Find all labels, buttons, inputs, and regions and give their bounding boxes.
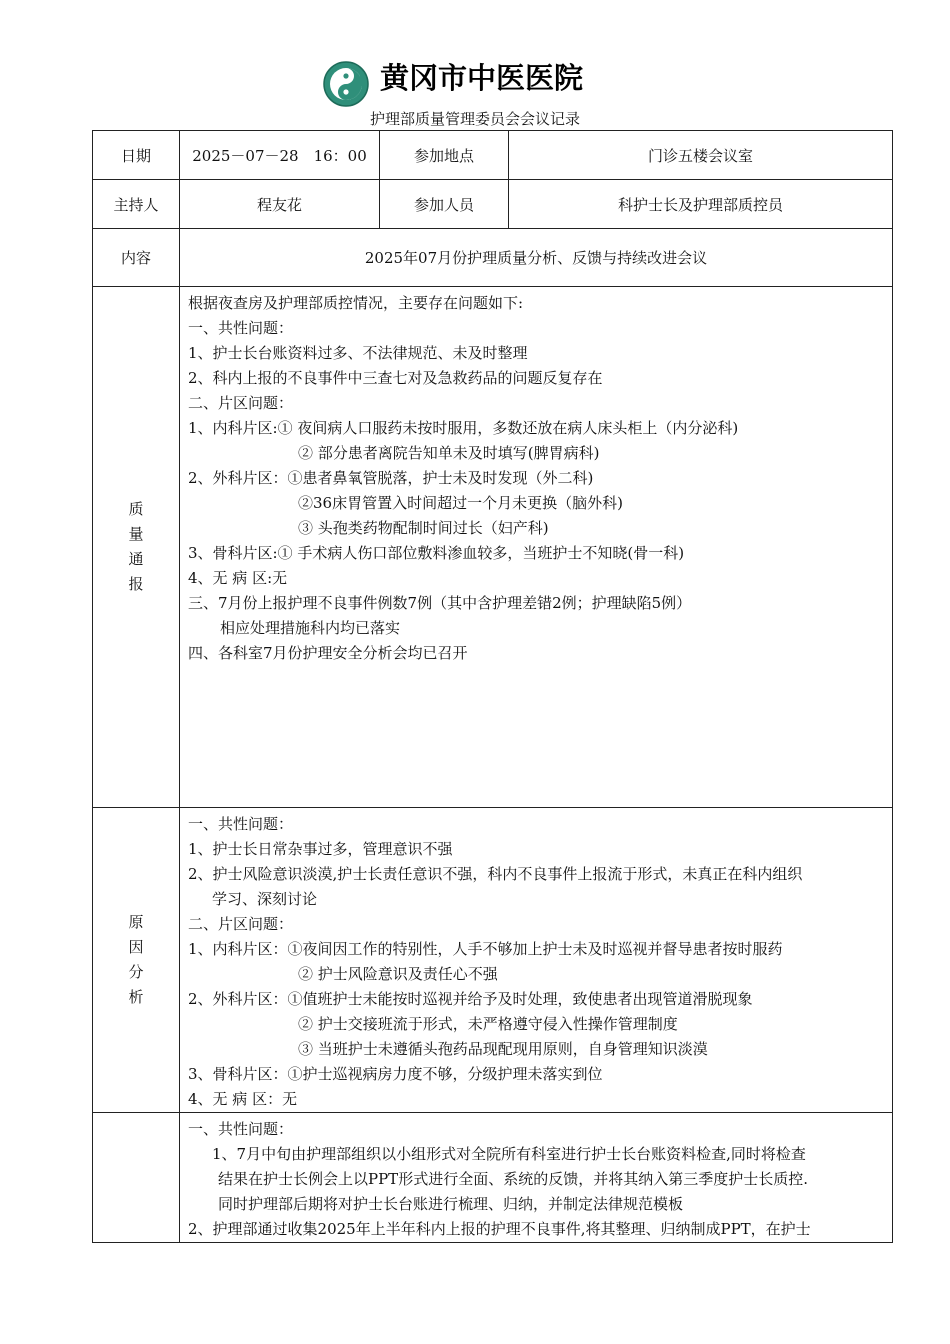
document-subtitle: 护理部质量管理委员会会议记录 [369,110,580,128]
hospital-logo-icon [322,60,382,108]
quality-line: 4、无 病 区:无 [188,569,288,587]
cause-analysis-body [180,808,893,1113]
date-value: 2025－07－28 16：00 [180,131,380,180]
content-value: 2025年07月份护理质量分析、反馈与持续改进会议 [180,229,893,287]
date-label: 日期 [93,131,180,180]
location-label: 参加地点 [380,131,509,180]
quality-line: ③ 头孢类药物配制时间过长（妇产科) [298,519,549,537]
cause-line: 二、片区问题： [188,915,294,933]
improvement-body [180,1113,893,1243]
quality-line: 1、护士长台账资料过多、不法律规范、未及时整理 [188,344,528,362]
cause-line: 3、骨科片区：①护士巡视病房力度不够，分级护理未落实到位 [188,1065,603,1083]
location-value: 门诊五楼会议室 [509,131,893,180]
quality-line: 2、科内上报的不良事件中三查七对及急救药品的问题反复存在 [188,369,603,387]
quality-line: 3、骨科片区:① 手术病人伤口部位敷料渗血较多，当班护士不知晓(骨一科) [188,544,685,562]
quality-report-row [93,287,893,808]
quality-line: 二、片区问题： [188,394,294,412]
cause-line: 1、内科片区：①夜间因工作的特别性，人手不够加上护士未及时巡视并督导患者按时服药 [188,940,783,958]
meeting-record-table [92,130,893,1243]
cause-line: 2、护士风险意识淡漠,护士长责任意识不强，科内不良事件上报流于形式，未真正在科内组织 [188,865,803,883]
quality-line: ② 部分患者离院告知单未及时填写(脾胃病科) [298,444,600,462]
host-value: 程友花 [180,180,380,229]
quality-line: 根据夜查房及护理部质控情况，主要存在问题如下: [188,294,524,312]
cause-line: ③ 当班护士未遵循头孢药品现配现用原则，自身管理知识淡漠 [298,1040,708,1058]
quality-line: 相应处理措施科内均已落实 [220,619,401,637]
improve-line: 2、护理部通过收集2025年上半年科内上报的护理不良事件,将其整理、归纳制成PPT，在护士 [188,1220,811,1238]
cause-line: 2、外科片区：①值班护士未能按时巡视并给予及时处理，致使患者出现管道滑脱现象 [188,990,753,1008]
cause-line: ② 护士交接班流于形式，未严格遵守侵入性操作管理制度 [298,1015,678,1033]
quality-line: 2、外科片区：①患者鼻氧管脱落，护士未及时发现（外二科) [188,469,594,487]
improvement-label [93,1113,180,1243]
improvement-row [93,1113,893,1243]
cause-line: 学习、深刻讨论 [212,890,318,908]
cause-line: 1、护士长日常杂事过多，管理意识不强 [188,840,453,858]
hospital-name: 黄冈市中医医院 [380,61,584,95]
cause-analysis-row [93,808,893,1113]
quality-report-label: 质 量 通 报 [93,287,180,808]
cause-line: ② 护士风险意识及责任心不强 [298,965,498,983]
cause-line: 一、共性问题： [188,815,294,833]
cause-line: 4、无 病 区：无 [188,1090,298,1108]
date-row [93,131,893,180]
content-row [93,229,893,287]
improve-line: 一、共性问题： [188,1120,294,1138]
host-label: 主持人 [93,180,180,229]
attendees-label: 参加人员 [380,180,509,229]
content-label: 内容 [93,229,180,287]
improve-line: 1、7月中旬由护理部组织以小组形式对全院所有科室进行护士长台账资料检查,同时将检查 [212,1145,806,1163]
quality-line: 三、7月份上报护理不良事件例数7例（其中含护理差错2例；护理缺陷5例） [188,594,692,612]
quality-report-body [180,287,893,808]
quality-line: ②36床胃管置入时间超过一个月未更换（脑外科) [298,494,623,512]
improve-line: 同时护理部后期将对护士长台账进行梳理、归纳，并制定法律规范模板 [218,1195,684,1213]
quality-line: 四、各科室7月份护理安全分析会均已召开 [188,644,468,662]
quality-line: 1、内科片区:① 夜间病人口服药未按时服用，多数还放在病人床头柜上（内分泌科) [188,419,739,437]
quality-line: 一、共性问题： [188,319,294,337]
cause-analysis-label: 原 因 分 析 [93,808,180,1113]
improve-line: 结果在护士长例会上以PPT形式进行全面、系统的反馈，并将其纳入第三季度护士长质控. [218,1170,808,1188]
host-row [93,180,893,229]
attendees-value: 科护士长及护理部质控员 [509,180,893,229]
